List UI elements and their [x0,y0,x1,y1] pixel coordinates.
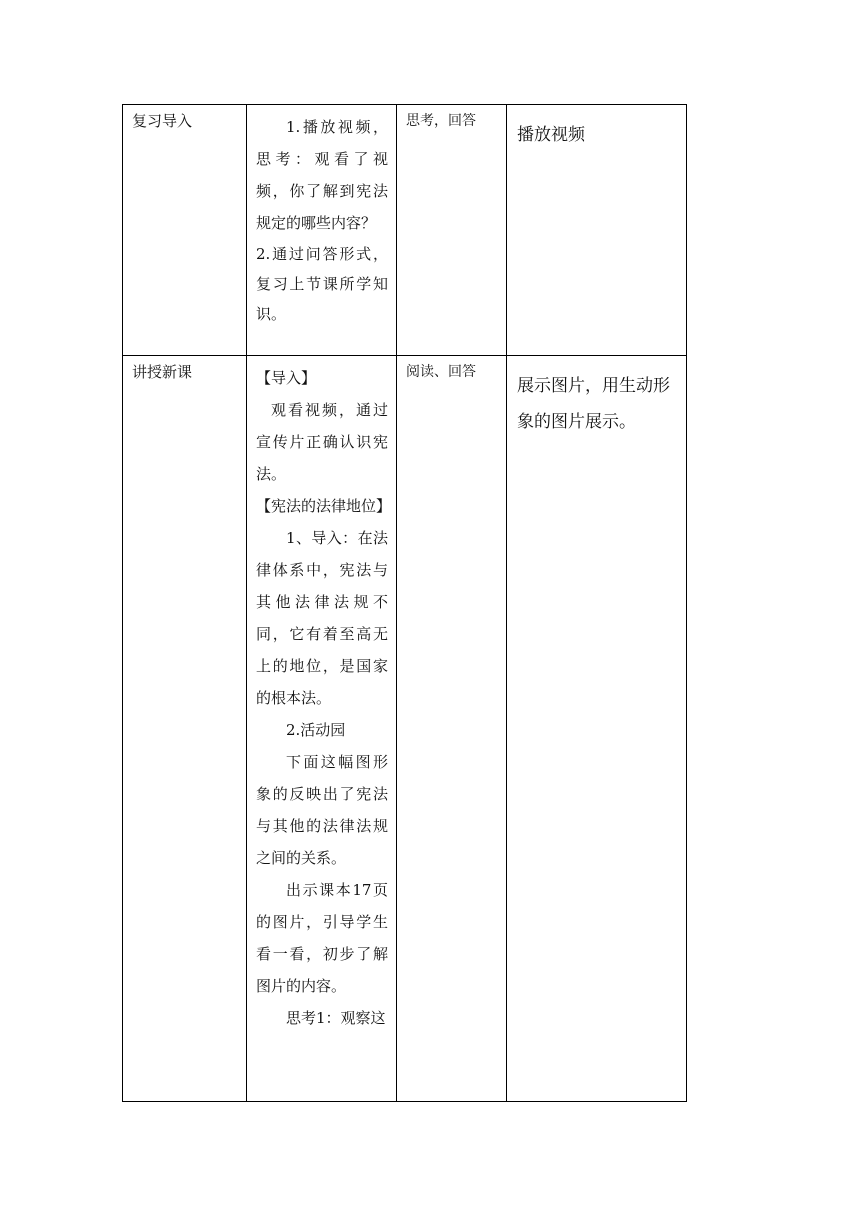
content-paragraph: 1.播放视频，思考：观看了视频，你了解到宪法规定的哪些内容？ [256,118,388,232]
intent-cell [507,105,687,356]
content-cell [247,356,397,1102]
activity-cell [397,105,507,356]
activity-label: 思考，回答 [406,113,476,129]
content-paragraph: 1、导入：在法律体系中，宪法与其他法律法规不同，它有着至高无上的地位，是国家的根本法。 [256,529,388,707]
content-paragraph: 出示课本17页的图片，引导学生看一看，初步了解图片的内容。 [256,881,388,995]
table-row [123,105,687,356]
content-cell [247,105,397,356]
activity-label: 阅读、回答 [406,364,476,380]
activity-cell [397,356,507,1102]
content-paragraph: 思考1：观察这 [286,1009,386,1027]
lesson-plan-table [122,104,687,1102]
content-paragraph: 观看视频，通过宣传片正确认识宪法。 [256,401,388,483]
intent-text: 播放视频 [517,125,585,145]
stage-cell [123,105,247,356]
content-heading: 【导入】 [256,369,317,387]
intent-text: 展示图片，用生动形象的图片展示。 [517,376,670,432]
content-heading: 【宪法的法律地位】 [256,497,392,515]
intent-cell [507,356,687,1102]
content-paragraph: 下面这幅图形象的反映出了宪法与其他的法律法规之间的关系。 [256,753,388,867]
stage-cell [123,356,247,1102]
stage-label: 讲授新课 [132,363,193,381]
stage-label: 复习导入 [132,112,193,130]
content-paragraph: 2.活动园 [286,721,346,739]
content-paragraph: 2.通过问答形式，复习上节课所学知识。 [256,245,388,323]
table-row [123,356,687,1102]
